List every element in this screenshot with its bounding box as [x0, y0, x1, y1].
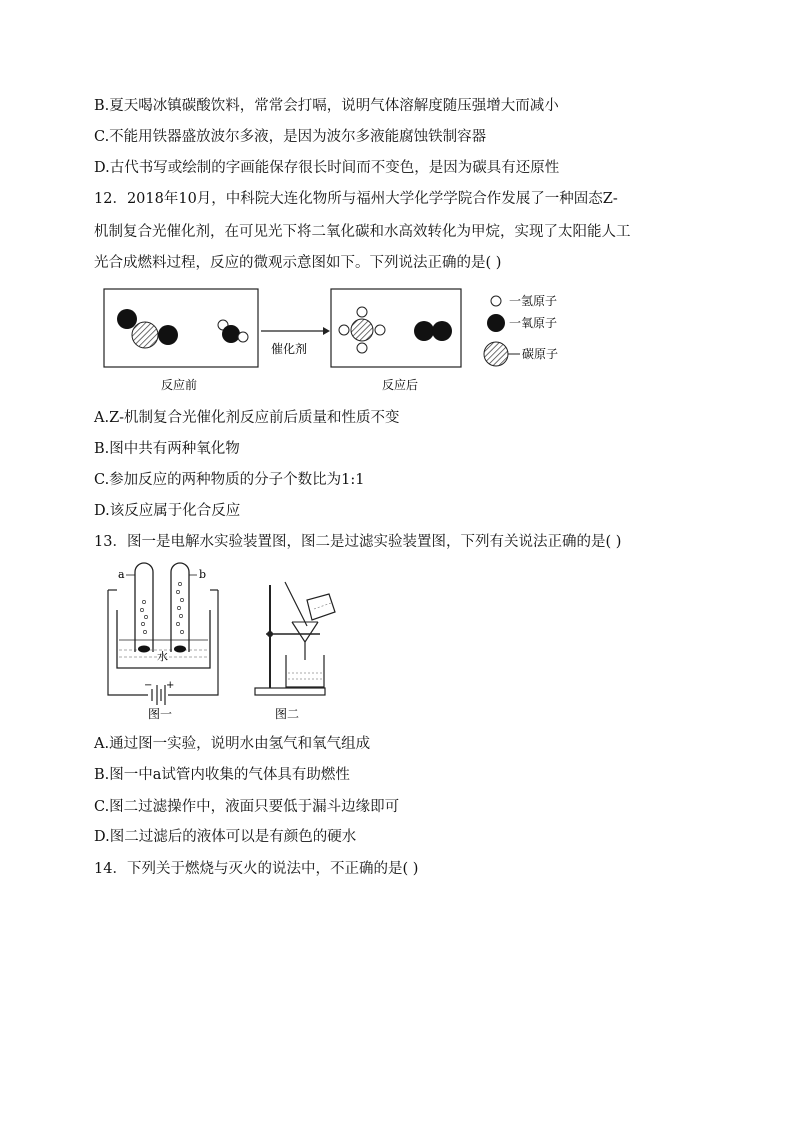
stand-base	[255, 688, 325, 695]
legend-carbon-label: 碳原子	[522, 347, 559, 361]
q11-option-b: B.夏天喝冰镇碳酸饮料，常常会打嗝，说明气体溶解度随压强增大而减小	[94, 98, 559, 114]
hydrogen-atom	[357, 343, 367, 353]
q11-option-c: C.不能用铁器盛放波尔多液，是因为波尔多液能腐蚀铁制容器	[94, 129, 487, 145]
legend-hydrogen-icon	[491, 296, 501, 306]
q13-apparatus-diagram	[100, 560, 350, 725]
q12-option-d: D.该反应属于化合反应	[94, 503, 241, 519]
pouring-beaker	[307, 594, 335, 620]
legend-carbon-icon	[484, 342, 508, 366]
oxygen-atom	[158, 325, 178, 345]
tube-b-label: b	[199, 568, 207, 581]
legend-hydrogen-label: 一氢原子	[509, 294, 558, 308]
test-tube-b	[171, 563, 189, 652]
q13-stem: 13．图一是电解水实验装置图，图二是过滤实验装置图，下列有关说法正确的是( )	[94, 534, 622, 550]
test-tube-a	[135, 563, 153, 652]
figure1-caption: 图一	[148, 707, 173, 721]
tube-a-label: a	[118, 568, 125, 581]
battery-plus: +	[166, 680, 175, 691]
electrode-a	[138, 646, 150, 653]
legend-oxygen-label: 一氧原子	[509, 316, 558, 330]
oxygen-atom	[432, 321, 452, 341]
q12-stem-line1: 12．2018年10月，中科院大连化物所与福州大学化学学院合作发展了一种固态Z-	[94, 191, 618, 207]
hydrogen-atom	[339, 325, 349, 335]
q13-option-a: A.通过图一实验，说明水由氢气和氧气组成	[94, 736, 371, 752]
legend-oxygen-icon	[487, 314, 505, 332]
q11-option-d: D.古代书写或绘制的字画能保存很长时间而不变色，是因为碳具有还原性	[94, 160, 560, 176]
q12-stem-line2: 机制复合光催化剂，在可见光下将二氧化碳和水高效转化为甲烷，实现了太阳能人工	[94, 224, 631, 240]
glass-rod	[285, 582, 307, 626]
q13-option-d: D.图二过滤后的液体可以是有颜色的硬水	[94, 829, 357, 845]
hydrogen-atom	[357, 307, 367, 317]
wire-left	[108, 590, 148, 695]
funnel	[292, 622, 318, 642]
water-label: 水	[157, 650, 168, 663]
carbon-atom	[132, 322, 158, 348]
catalyst-label: 催化剂	[271, 342, 308, 356]
hydrogen-atom	[375, 325, 385, 335]
oxygen-atom	[117, 309, 137, 329]
carbon-atom	[351, 319, 373, 341]
q13-option-b: B.图一中a试管内收集的气体具有助燃性	[94, 767, 350, 783]
figure2-caption: 图二	[275, 707, 300, 721]
q12-stem-line3: 光合成燃料过程，反应的微观示意图如下。下列说法正确的是( )	[94, 255, 502, 271]
q14-stem: 14．下列关于燃烧与灭火的说法中，不正确的是( )	[94, 861, 419, 877]
battery-minus: −	[144, 680, 153, 691]
after-caption: 反应后	[382, 378, 419, 392]
q12-reaction-diagram	[100, 283, 600, 398]
oxygen-atom	[222, 325, 240, 343]
q12-option-c: C.参加反应的两种物质的分子个数比为1:1	[94, 472, 365, 488]
reaction-svg	[100, 283, 600, 398]
clamp-knob	[267, 631, 273, 637]
before-caption: 反应前	[161, 378, 198, 392]
oxygen-atom	[414, 321, 434, 341]
q12-option-a: A.Z-机制复合光催化剂反应前后质量和性质不变	[94, 410, 400, 426]
arrow-head	[323, 327, 330, 335]
hydrogen-atom	[238, 332, 248, 342]
q13-option-c: C.图二过滤操作中，液面只要低于漏斗边缘即可	[94, 799, 400, 815]
electrode-b	[174, 646, 186, 653]
q12-option-b: B.图中共有两种氧化物	[94, 441, 240, 457]
apparatus-svg	[100, 560, 350, 725]
